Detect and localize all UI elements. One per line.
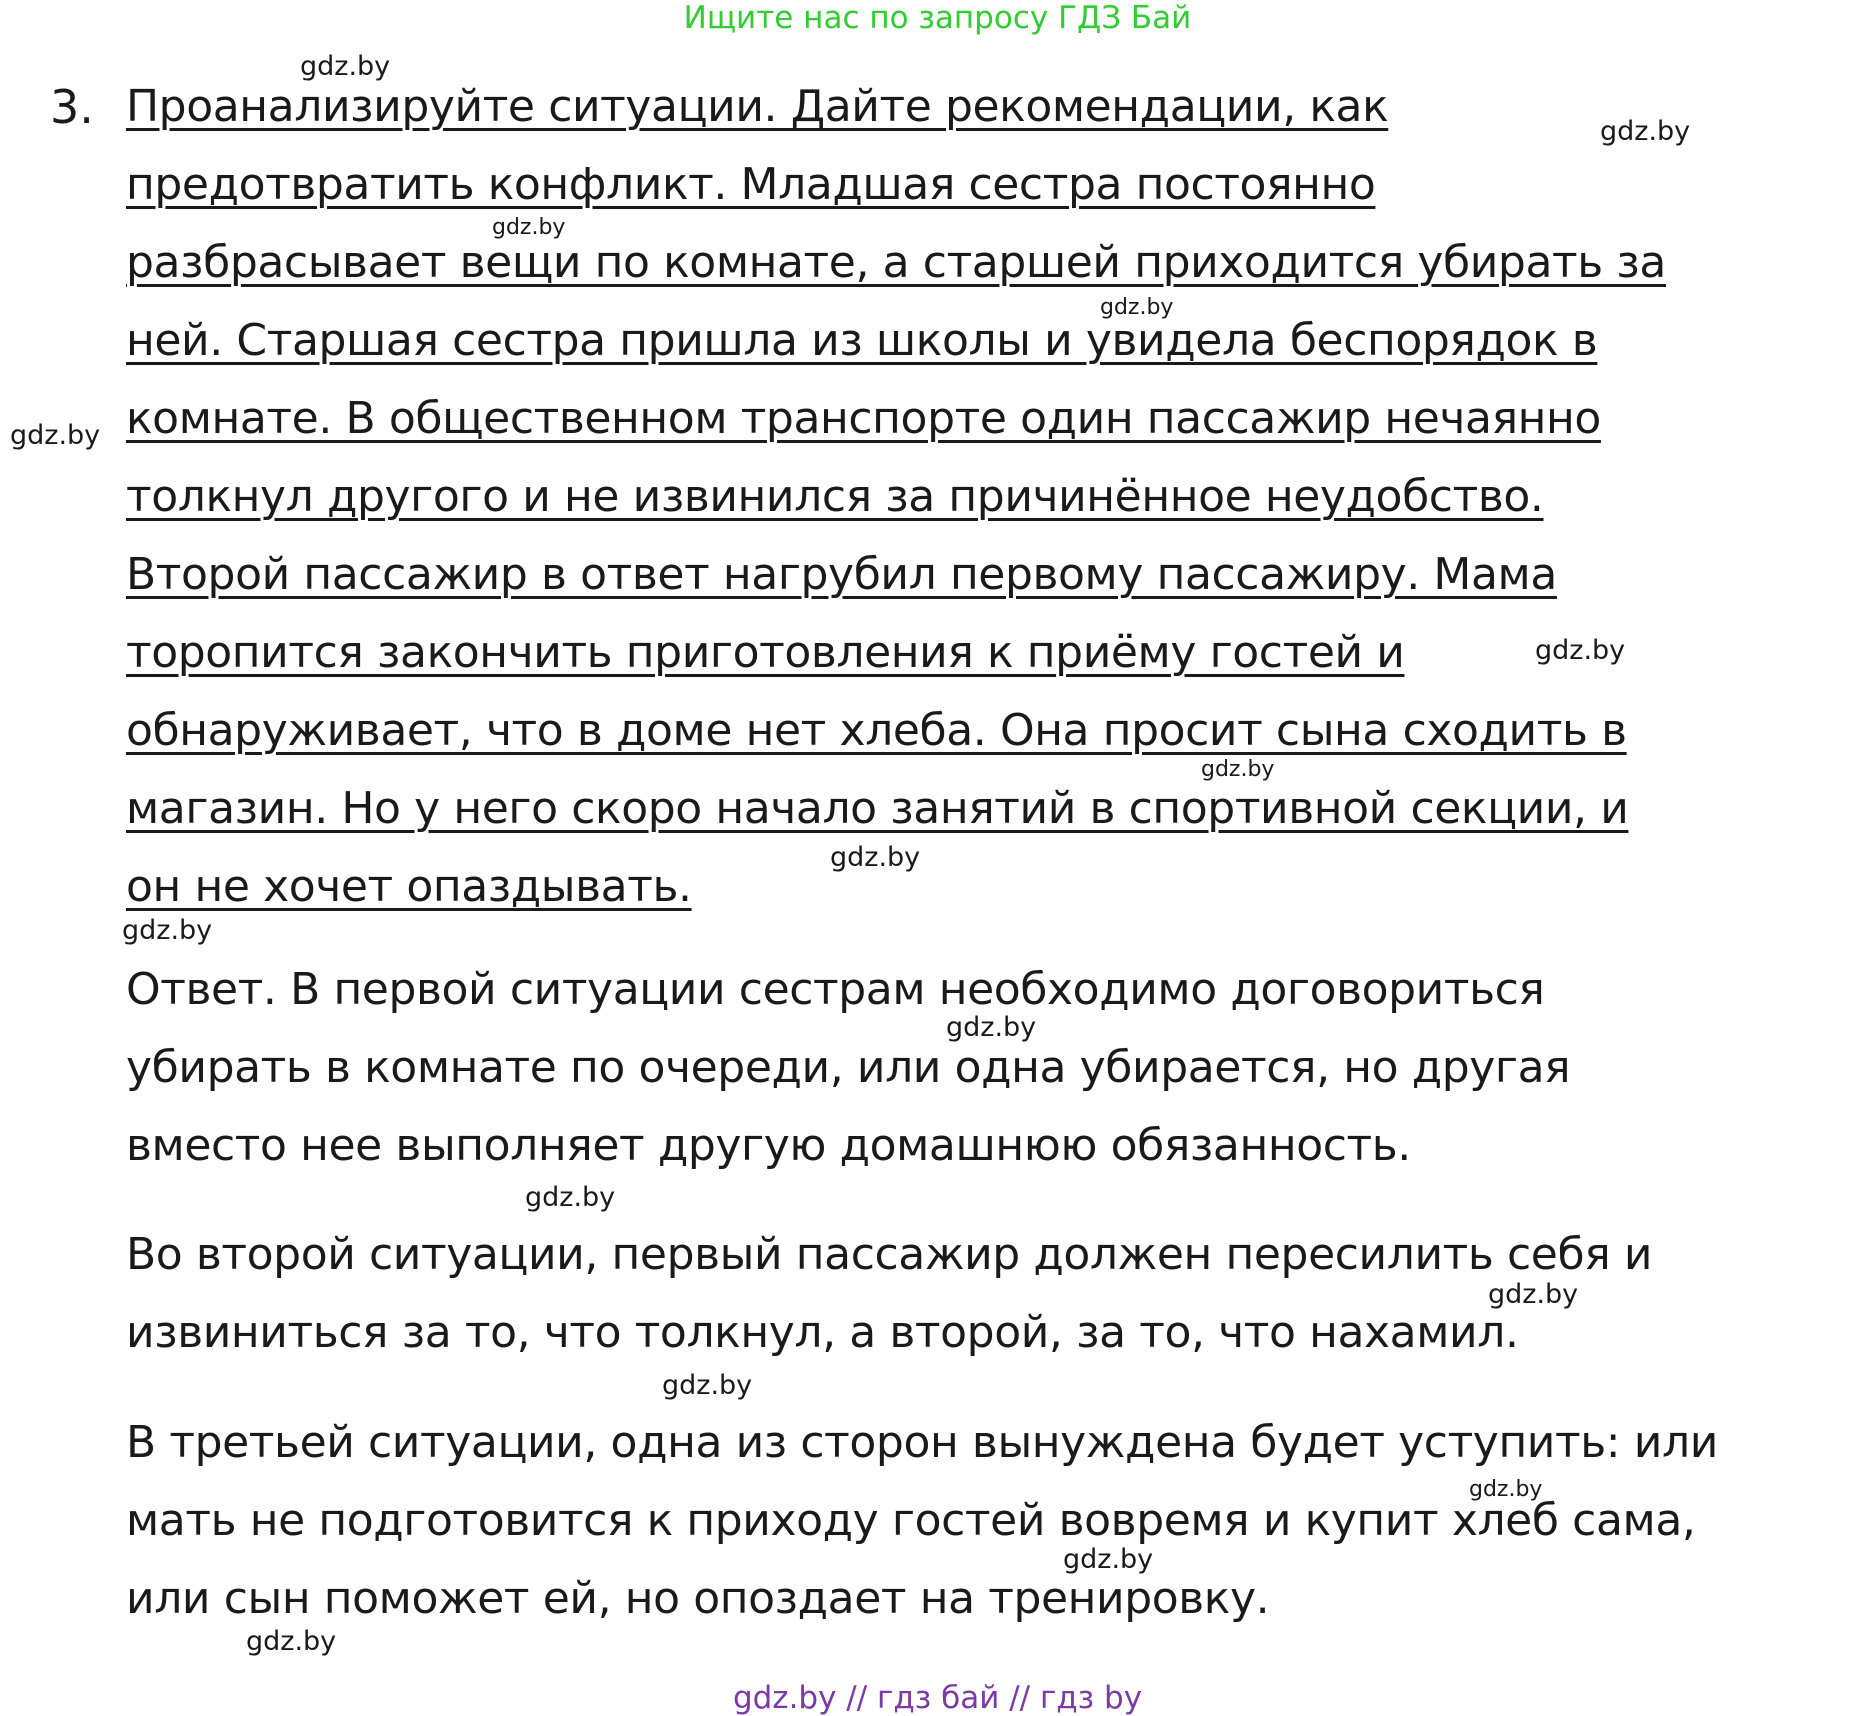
answer-line: Ответ. В первой ситуации сестрам необходимо договориться: [126, 964, 1545, 1015]
footer-links: gdz.by // гдз бай // гдз by: [732, 1680, 1143, 1716]
answer-line: убирать в комнате по очереди, или одна убирается, но другая: [126, 1042, 1571, 1093]
question-line: магазин. Но у него скоро начало занятий в спортивной секции, и: [126, 783, 1629, 834]
watermark: gdz.by: [1063, 1544, 1154, 1575]
answer-line: мать не подготовится к приходу гостей вовремя и купит хлеб сама,: [126, 1495, 1696, 1546]
question-line: он не хочет опаздывать.: [126, 861, 692, 912]
answer-line: Во второй ситуации, первый пассажир должен пересилить себя и: [126, 1229, 1653, 1280]
answer-line: вместо нее выполняет другую домашнюю обязанность.: [126, 1120, 1411, 1171]
watermark: gdz.by: [1100, 295, 1174, 320]
watermark: gdz.by: [300, 51, 391, 82]
watermark: gdz.by: [10, 420, 101, 451]
watermark: gdz.by: [492, 215, 566, 240]
question-line: Проанализируйте ситуации. Дайте рекомендации, как: [126, 81, 1389, 132]
watermark: gdz.by: [246, 1626, 337, 1657]
watermark: gdz.by: [525, 1182, 616, 1213]
watermark: gdz.by: [1201, 757, 1275, 782]
watermark: gdz.by: [1535, 635, 1626, 666]
question-line: ней. Старшая сестра пришла из школы и увидела беспорядок в: [126, 315, 1598, 366]
question-line: толкнул другого и не извинился за причинённое неудобство.: [126, 471, 1544, 522]
watermark: gdz.by: [1600, 116, 1691, 147]
question-line: торопится закончить приготовления к приёму гостей и: [126, 627, 1405, 678]
top-banner: Ищите нас по запросу ГДЗ Бай: [683, 0, 1192, 36]
watermark: gdz.by: [662, 1370, 753, 1401]
watermark: gdz.by: [1488, 1279, 1579, 1310]
answer-line: В третьей ситуации, одна из сторон вынуждена будет уступить: или: [126, 1417, 1718, 1468]
question-line: разбрасывает вещи по комнате, а старшей приходится убирать за: [126, 237, 1666, 288]
question-line: предотвратить конфликт. Младшая сестра постоянно: [126, 159, 1376, 210]
watermark: gdz.by: [122, 915, 213, 946]
watermark: gdz.by: [830, 842, 921, 873]
question-line: обнаруживает, что в доме нет хлеба. Она просит сына сходить в: [126, 705, 1627, 756]
answer-line: или сын поможет ей, но опоздает на тренировку.: [126, 1573, 1270, 1624]
answer-line: извиниться за то, что толкнул, а второй, за то, что нахамил.: [126, 1307, 1519, 1358]
question-line: комнате. В общественном транспорте один пассажир нечаянно: [126, 393, 1601, 444]
task-number: 3.: [50, 80, 94, 134]
question-line: Второй пассажир в ответ нагрубил первому пассажиру. Мама: [126, 549, 1557, 600]
watermark: gdz.by: [1469, 1477, 1543, 1502]
watermark: gdz.by: [946, 1012, 1037, 1043]
